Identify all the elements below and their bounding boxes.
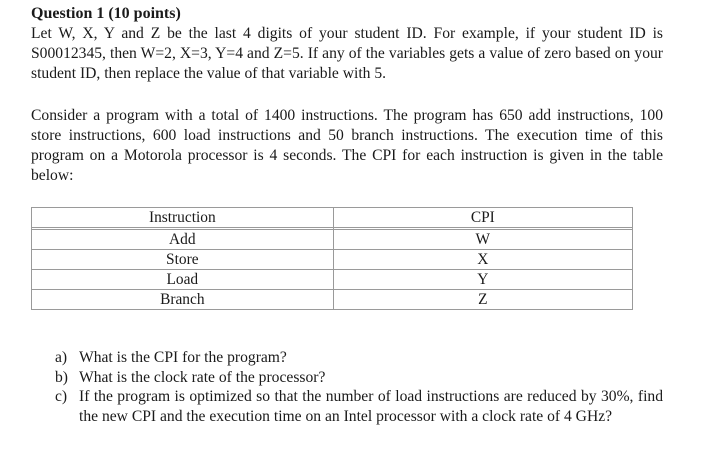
cpi-cell: W: [333, 230, 632, 250]
subquestion-text: If the program is optimized so that the number of load instructions are reduced by 30%, find the new CPI and the execution time on an Intel processor with a clock rate of 4 GHz?: [79, 388, 663, 425]
table-row: [32, 250, 633, 270]
subquestion-text: What is the CPI for the program?: [79, 349, 287, 366]
question-title: Question 1 (10 points): [31, 5, 181, 22]
instruction-cell: Add: [32, 230, 334, 250]
subquestion-marker: b): [55, 368, 68, 386]
table-header-row: [32, 208, 633, 228]
subquestion-marker: c): [55, 388, 68, 405]
subquestion-text: What is the clock rate of the processor?: [79, 368, 326, 386]
subquestion-marker: a): [55, 349, 68, 366]
subquestion-b: [55, 368, 663, 388]
subquestion-a: [55, 348, 663, 368]
table-row: [32, 230, 633, 250]
instruction-cell: Load: [32, 270, 334, 290]
instruction-cell: Store: [32, 250, 334, 270]
scenario-paragraph: Consider a program with a total of 1400 instructions. The program has 650 add instructions, 100 store instructions, 600 load instructions and 50 branch instructions. The execution time of this program on a Motorola processor is 4 seconds. The CPI for each instruction is given in the table below:: [31, 107, 663, 184]
table-row: [32, 270, 633, 290]
subquestion-c: [55, 387, 663, 426]
cpi-cell: X: [333, 250, 632, 270]
cpi-cell: Z: [333, 290, 632, 310]
subquestion-list: [31, 348, 663, 426]
intro-paragraph: Let W, X, Y and Z be the last 4 digits of your student ID. For example, if your student ID is S00012345, then W=2, X=3, Y=4 and Z=5. If any of the variables gets a value of zero based on your student ID, then replace the value of that variable with 5.: [31, 25, 663, 82]
header-cpi: CPI: [333, 208, 632, 228]
document-page: [31, 4, 663, 426]
instruction-cell: Branch: [32, 290, 334, 310]
header-instruction: Instruction: [32, 208, 334, 228]
cpi-cell: Y: [333, 270, 632, 290]
cpi-table: [31, 207, 633, 310]
table-row: [32, 290, 633, 310]
